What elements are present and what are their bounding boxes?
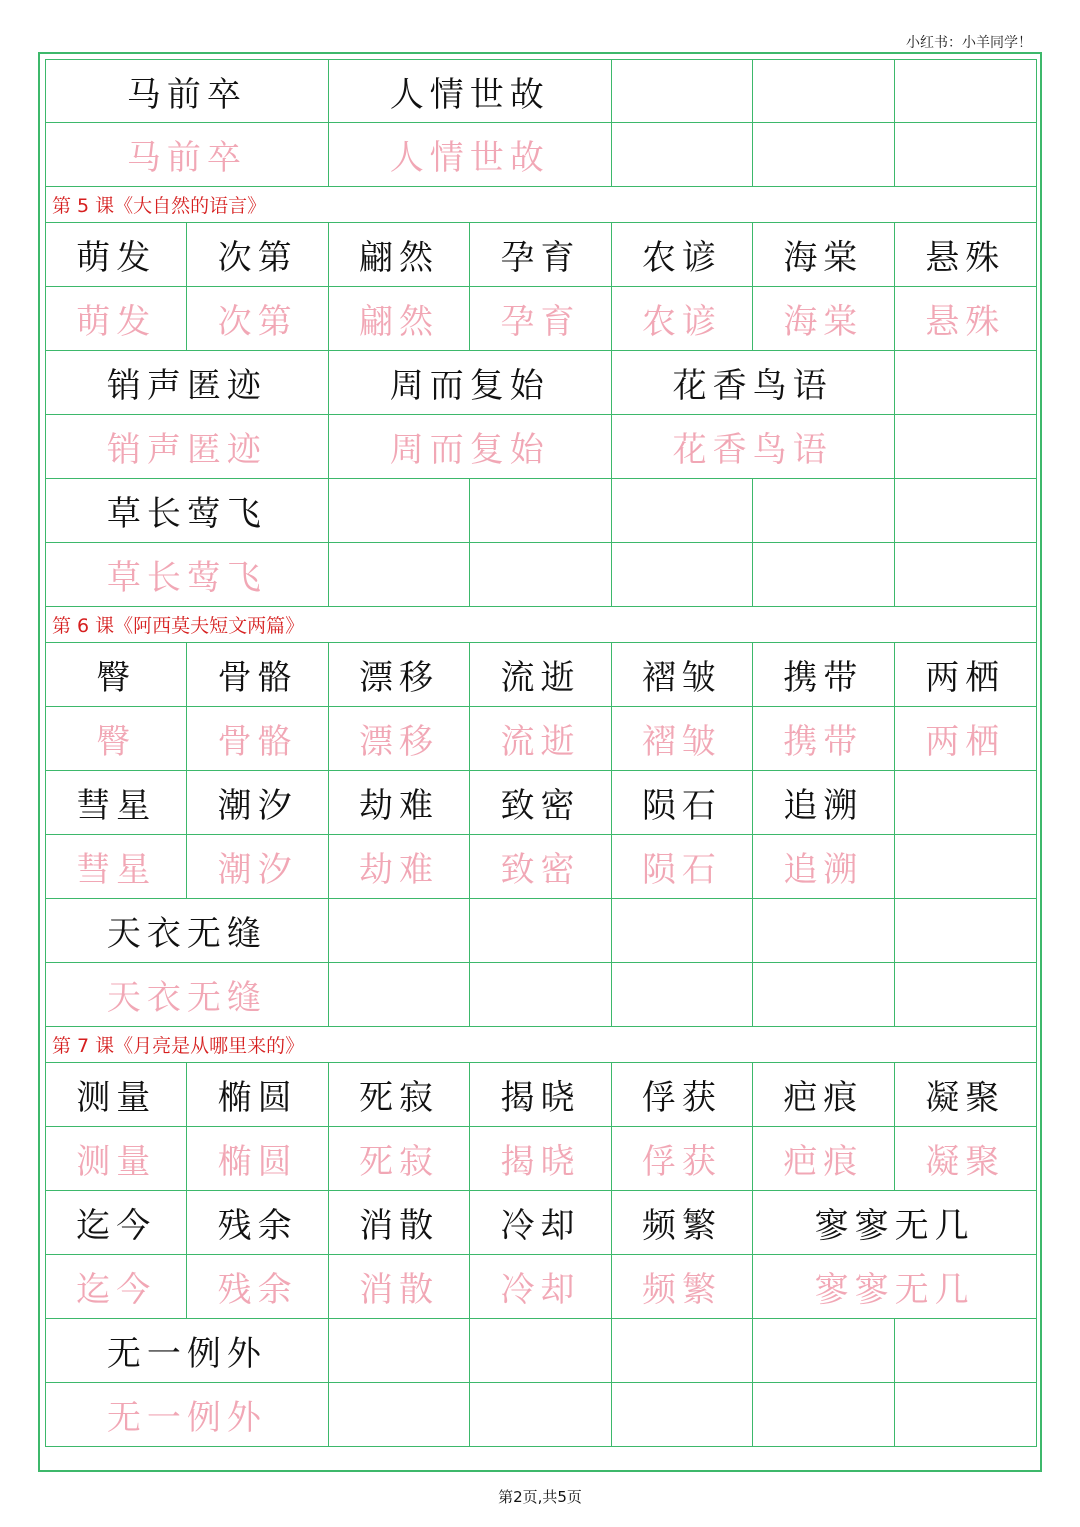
vocab-word: 陨石 [612,771,753,834]
blank-cell [895,1383,1036,1446]
vocab-word: 马前卒 [46,60,329,122]
word-row [46,351,1036,415]
vocab-word: 流逝 [470,643,611,706]
blank-cell [753,1319,894,1382]
trace-word: 残余 [187,1255,328,1318]
blank-cell [329,1383,470,1446]
trace-word: 花香鸟语 [612,415,895,478]
trace-word: 周而复始 [329,415,612,478]
trace-word: 携带 [753,707,894,770]
trace-word: 海棠 [753,287,894,350]
word-row [46,1319,1036,1383]
word-row [46,223,1036,287]
vocab-word: 劫难 [329,771,470,834]
trace-word: 萌发 [46,287,187,350]
blank-cell [612,1319,753,1382]
blank-cell [329,963,470,1026]
trace-word: 俘获 [612,1127,753,1190]
header-note: 小红书：小羊同学！ [906,35,1032,51]
word-row [46,1063,1036,1127]
blank-cell [329,1319,470,1382]
blank-cell [329,479,470,542]
vocab-word: 消散 [329,1191,470,1254]
vocab-word: 臀 [46,643,187,706]
vocab-word: 频繁 [612,1191,753,1254]
trace-word: 潮汐 [187,835,328,898]
blank-cell [470,899,611,962]
blank-cell [470,1319,611,1382]
trace-word: 椭圆 [187,1127,328,1190]
vocab-word: 萌发 [46,223,187,286]
word-row [46,771,1036,835]
trace-word: 寥寥无几 [814,1270,975,1310]
vocab-word: 草长莺飞 [46,479,329,542]
vocab-word: 人情世故 [329,60,612,122]
trace-word: 无一例外 [46,1383,329,1446]
trace-row [46,1383,1036,1447]
lesson-title: 第 7 课《月亮是从哪里来的》 [46,1027,1036,1063]
vocab-word: 椭圆 [187,1063,328,1126]
vocab-word: 骨骼 [187,643,328,706]
blank-cell [895,899,1036,962]
trace-word: 孕育 [470,287,611,350]
trace-word: 臀 [46,707,187,770]
blank-cell [612,60,753,122]
trace-word: 漂移 [329,707,470,770]
blank-cell [895,963,1036,1026]
vocab-word: 疤痕 [753,1063,894,1126]
trace-word: 次第 [187,287,328,350]
vocab-word: 俘获 [612,1063,753,1126]
vocab-word: 次第 [187,223,328,286]
vocab-word: 追溯 [753,771,894,834]
trace-word: 频繁 [612,1255,753,1318]
blank-cell [895,479,1036,542]
vocab-word: 两栖 [925,658,1006,698]
vocab-word: 海棠 [753,223,894,286]
vocab-word: 销声匿迹 [46,351,329,414]
blank-cell [753,899,894,962]
blank-cell [612,479,753,542]
word-row [46,643,1036,707]
vocab-word: 天衣无缝 [46,899,329,962]
trace-word: 死寂 [329,1127,470,1190]
trace-word: 消散 [329,1255,470,1318]
vocab-word: 悬殊 [925,238,1006,278]
blank-cell [612,1383,753,1446]
blank-cell [753,1383,894,1446]
trace-word: 迄今 [46,1255,187,1318]
blank-cell [895,351,1036,414]
blank-cell [895,123,1036,186]
trace-word: 骨骼 [187,707,328,770]
blank-cell [895,415,1036,478]
lesson-title: 第 5 课《大自然的语言》 [46,187,1036,223]
vocab-word: 无一例外 [46,1319,329,1382]
vocab-word: 彗星 [46,771,187,834]
blank-cell [612,899,753,962]
trace-row [46,963,1036,1027]
trace-row [46,1127,1036,1191]
trace-word: 冷却 [470,1255,611,1318]
blank-cell [895,60,1036,122]
vocab-word: 揭晓 [470,1063,611,1126]
blank-cell [470,543,611,606]
blank-cell [895,771,1036,834]
trace-word: 凝聚 [925,1142,1006,1182]
word-row [46,479,1036,543]
trace-word: 农谚 [612,287,753,350]
blank-cell [895,543,1036,606]
vocab-word: 寥寥无几 [814,1206,975,1246]
blank-cell [895,835,1036,898]
vocab-word: 迄今 [46,1191,187,1254]
blank-cell [470,963,611,1026]
trace-row [46,835,1036,899]
vocab-word: 测量 [46,1063,187,1126]
vocab-word: 花香鸟语 [612,351,895,414]
word-row [46,59,1036,123]
trace-word: 马前卒 [46,123,329,186]
page-footer: 第2页,共5页 [498,1488,582,1506]
trace-word: 陨石 [612,835,753,898]
vocab-word: 褶皱 [612,643,753,706]
trace-word: 测量 [46,1127,187,1190]
vocab-word: 凝聚 [925,1078,1006,1118]
trace-word: 追溯 [753,835,894,898]
vocab-word: 冷却 [470,1191,611,1254]
trace-row [46,543,1036,607]
blank-cell [612,123,753,186]
vocab-word: 死寂 [329,1063,470,1126]
vocab-word: 携带 [753,643,894,706]
vocab-word: 残余 [187,1191,328,1254]
trace-word: 翩然 [329,287,470,350]
blank-cell [895,1319,1036,1382]
blank-cell [753,479,894,542]
trace-row [46,123,1036,187]
word-row [46,899,1036,963]
trace-row [46,707,1036,771]
blank-cell [753,60,894,122]
trace-word: 揭晓 [470,1127,611,1190]
blank-cell [612,543,753,606]
trace-word: 致密 [470,835,611,898]
trace-word: 彗星 [46,835,187,898]
vocab-word: 翩然 [329,223,470,286]
blank-cell [329,899,470,962]
trace-row [46,1255,1036,1319]
blank-cell [470,1383,611,1446]
trace-word: 两栖 [925,722,1006,762]
trace-word: 疤痕 [753,1127,894,1190]
trace-row [46,415,1036,479]
lesson-title: 第 6 课《阿西莫夫短文两篇》 [46,607,1036,643]
trace-word: 褶皱 [612,707,753,770]
blank-cell [753,123,894,186]
trace-word: 销声匿迹 [46,415,329,478]
trace-word: 人情世故 [329,123,612,186]
vocab-word: 农谚 [612,223,753,286]
blank-cell [753,543,894,606]
blank-cell [753,963,894,1026]
vocabulary-grid [45,59,1037,1447]
vocab-word: 孕育 [470,223,611,286]
blank-cell [612,963,753,1026]
trace-word: 草长莺飞 [46,543,329,606]
vocab-word: 致密 [470,771,611,834]
word-row [46,1191,1036,1255]
vocab-word: 周而复始 [329,351,612,414]
trace-word: 劫难 [329,835,470,898]
blank-cell [329,543,470,606]
vocab-word: 潮汐 [187,771,328,834]
blank-cell [470,479,611,542]
trace-row [46,287,1036,351]
trace-word: 悬殊 [925,302,1006,342]
trace-word: 天衣无缝 [46,963,329,1026]
trace-word: 流逝 [470,707,611,770]
vocab-word: 漂移 [329,643,470,706]
